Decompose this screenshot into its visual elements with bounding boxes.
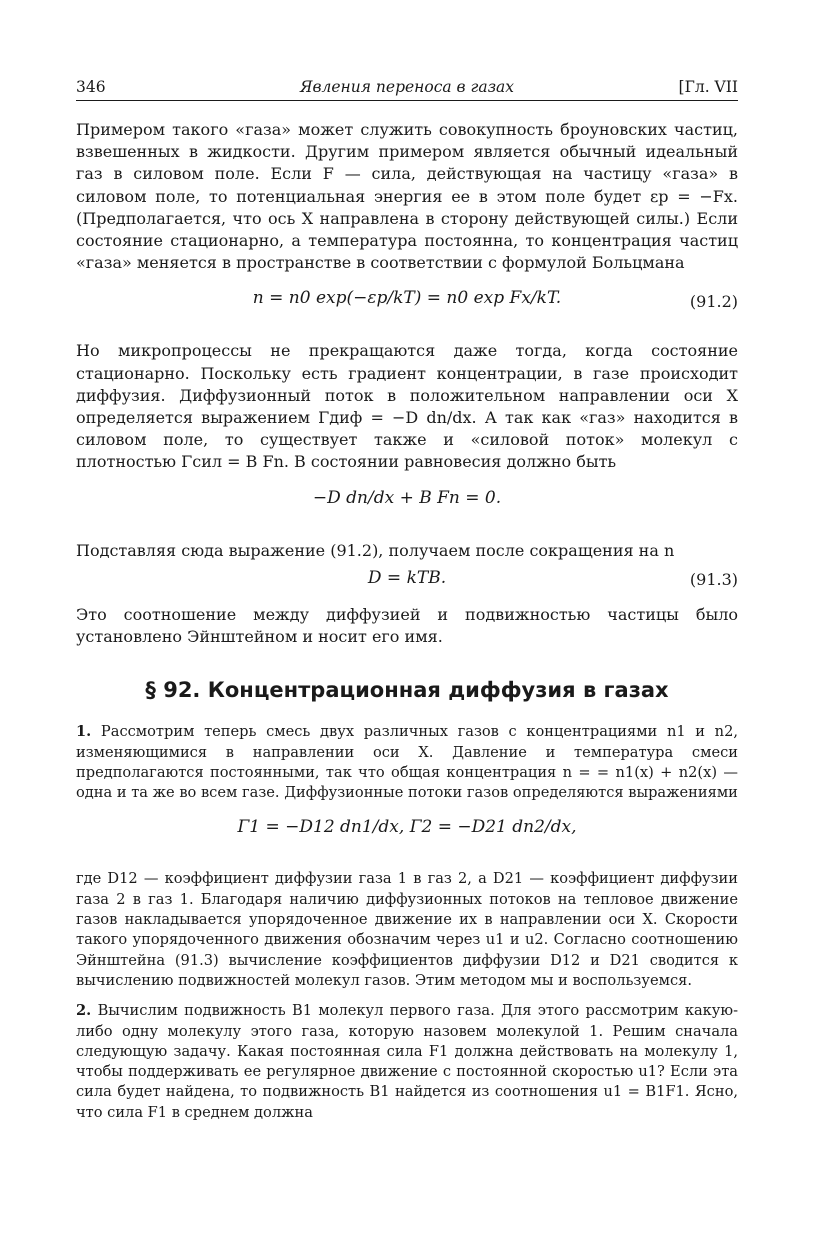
- equation-boltzmann: [76, 278, 738, 334]
- paragraph-substitution: Подставляя сюда выражение (91.2), получаем после сокращения на n: [76, 540, 675, 560]
- chapter-label: [Гл. VII: [678, 78, 738, 96]
- paragraph-diffusion-flux: Но микропроцессы не прекращаются даже тогда, когда состояние стационарно. Поскольку есть градиент концентрации, в газе происходит диффузия. Диффузионный поток в положительном направлении оси X определяется выражением Γдиф = −D dn/dx. А так как «газ» находится в силовом поле, то существует также и «силовой поток» молекул с плотностью Γсил = B Fn. В состоянии равновесия должно быть: [76, 341, 738, 472]
- equation-number: (91.3): [689, 569, 738, 589]
- equation-body: D = kTB.: [367, 567, 447, 588]
- paragraph-mixture: [76, 722, 738, 803]
- equation-body: −D dn/dx + B Fn = 0.: [312, 487, 502, 508]
- item-number: 2.: [76, 1002, 92, 1020]
- equation-body: n = n0 exp(−εp/kT) = n0 exp Fx/kT.: [252, 288, 562, 309]
- running-title: Явления переноса в газах: [299, 78, 515, 96]
- equation-fluxes: [76, 807, 738, 863]
- paragraph-text: Вычислим подвижность B1 молекул первого газа. Для этого рассмотрим какую-либо одну молекулу этого газа, которую назовем молекулой 1. Решим сначала следующую задачу. Какая постоянная сила F1 должна действовать на молекулу 1, чтобы поддерживать ее регулярное движение с постоянной скоростью u1? Если эта сила будет найдена, то подвижность B1 найдется из соотношения u1 = B1F1. Ясно, что сила F1 в среднем должна: [76, 1002, 738, 1121]
- equation-number: (91.2): [689, 292, 738, 312]
- page-number: 346: [76, 78, 106, 96]
- paragraph-coefficients: где D12 — коэффициент диффузии газа 1 в газ 2, а D21 — коэффициент диффузии газа 2 в газ 1. Благодаря наличию диффузионных потоков на тепловое движение газов накладывается упорядоченное движение их в направлении оси X. Скорости такого упорядоченного движения обозначим через u1 и u2. Согласно соотношению Эйнштейна (91.3) вычисление коэффициентов диффузии D12 и D21 сводится к вычислению подвижностей молекул газов. Этим методом мы и воспользуемся.: [76, 870, 738, 989]
- running-header: [76, 76, 738, 101]
- paragraph-einstein-relation: Это соотношение между диффузией и подвижностью частицы было установлено Эйнштейном и носит его имя.: [76, 604, 738, 647]
- item-number: 1.: [76, 723, 92, 741]
- equation-equilibrium: [76, 478, 738, 534]
- book-page: [76, 76, 738, 1123]
- equation-body: Γ1 = −D12 dn1/dx, Γ2 = −D21 dn2/dx,: [237, 817, 577, 838]
- paragraph-text: Рассмотрим теперь смесь двух различных газов с концентрациями n1 и n2, изменяющимися в направлении оси X. Давление и температура смеси предполагаются постоянными, так что общая концентрация n = = n1(x) + n2(x) — одна и та же во всем газе. Диффузионные потоки газов определяются выражениями: [76, 723, 738, 802]
- section-title: § 92. Концентрационная диффузия в газах: [145, 678, 669, 703]
- paragraph-brownian: Примером такого «газа» может служить совокупность броуновских частиц, взвешенных в жидкости. Другим примером является обычный идеальный газ в силовом поле. Если F — сила, действующая на частицу «газа» в силовом поле, то потенциальная энергия ее в этом поле будет εp = −Fx. (Предполагается, что ось X направлена в сторону действующей силы.) Если состояние стационарно, а температура постоянна, то концентрация частиц «газа» меняется в пространстве в соответствии с формулой Больцмана: [76, 120, 738, 273]
- equation-einstein: [76, 564, 738, 598]
- paragraph-mobility: [76, 1001, 738, 1123]
